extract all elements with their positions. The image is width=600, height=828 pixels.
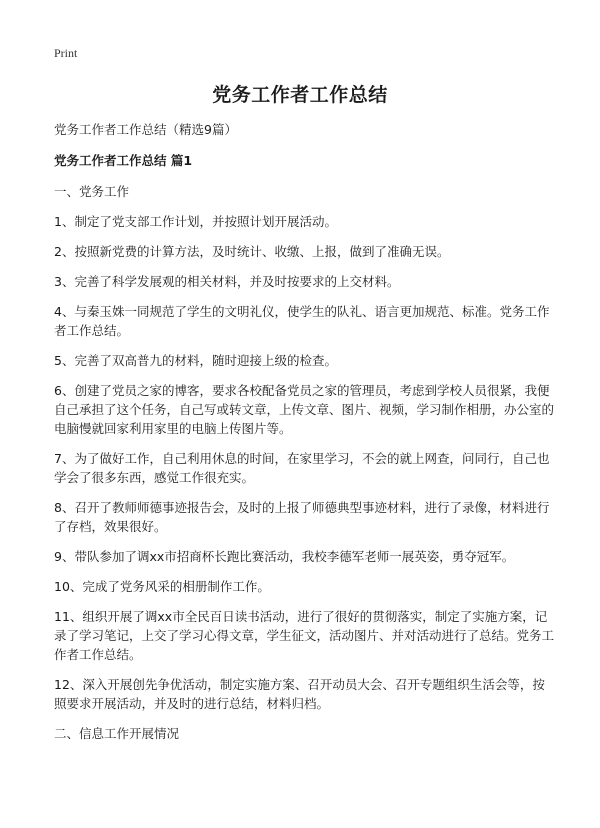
print-label: Print xyxy=(54,46,78,60)
document-title: 党务工作者工作总结 xyxy=(212,84,388,106)
paragraph: 11、组织开展了调xx市全民百日读书活动，进行了很好的贯彻落实，制定了实施方案，记录了学习笔记，上交了学习心得文章，学生征文，活动图片、并对活动进行了总结。党务工作者工作总结。 xyxy=(54,609,555,662)
paragraph: 一、党务工作 xyxy=(54,184,130,199)
paragraph: 2、按照新党费的计算方法，及时统计、收缴、上报，做到了准确无误。 xyxy=(54,244,450,259)
paragraph: 1、制定了党支部工作计划，并按照计划开展活动。 xyxy=(54,214,337,229)
paragraph: 8、召开了教师师德事迹报告会，及时的上报了师德典型事迹材料，进行了录像，材料进行了存档，效果很好。 xyxy=(54,500,550,534)
paragraph: 10、完成了党务风采的相册制作工作。 xyxy=(54,579,270,594)
paragraph: 9、带队参加了调xx市招商杯长跑比赛活动，我校李德军老师一展英姿，勇夺冠军。 xyxy=(54,549,515,564)
paragraph: 3、完善了科学发展观的相关材料，并及时按要求的上交材料。 xyxy=(54,274,400,289)
paragraph: 5、完善了双高普九的材料，随时迎接上级的检查。 xyxy=(54,353,337,368)
paragraph: 二、信息工作开展情况 xyxy=(54,726,180,741)
paragraph: 7、为了做好工作，自己利用休息的时间，在家里学习，不会的就上网查，问同行，自己也学会了很多东西，感觉工作很充实。 xyxy=(54,451,550,485)
paragraph: 4、与秦玉姝一同规范了学生的文明礼仪，使学生的队礼、语言更加规范、标准。党务工作者工作总结。 xyxy=(54,304,550,338)
document-body xyxy=(54,120,554,754)
paragraph: 12、深入开展创先争优活动，制定实施方案、召开动员大会、召开专题组织生活会等，按照要求开展活动，并及时的进行总结，材料归档。 xyxy=(54,677,545,711)
paragraph: 6、创建了党员之家的博客，要求各校配备党员之家的管理员，考虑到学校人员很紧，我便自己承担了这个任务，自己写或转文章，上传文章、图片、视频，学习制作相册，办公室的电脑慢就回家利用家里的电脑上传图片等。 xyxy=(54,383,555,436)
section-heading: 党务工作者工作总结 篇1 xyxy=(54,153,193,168)
document-subtitle: 党务工作者工作总结（精选9篇） xyxy=(54,122,237,137)
